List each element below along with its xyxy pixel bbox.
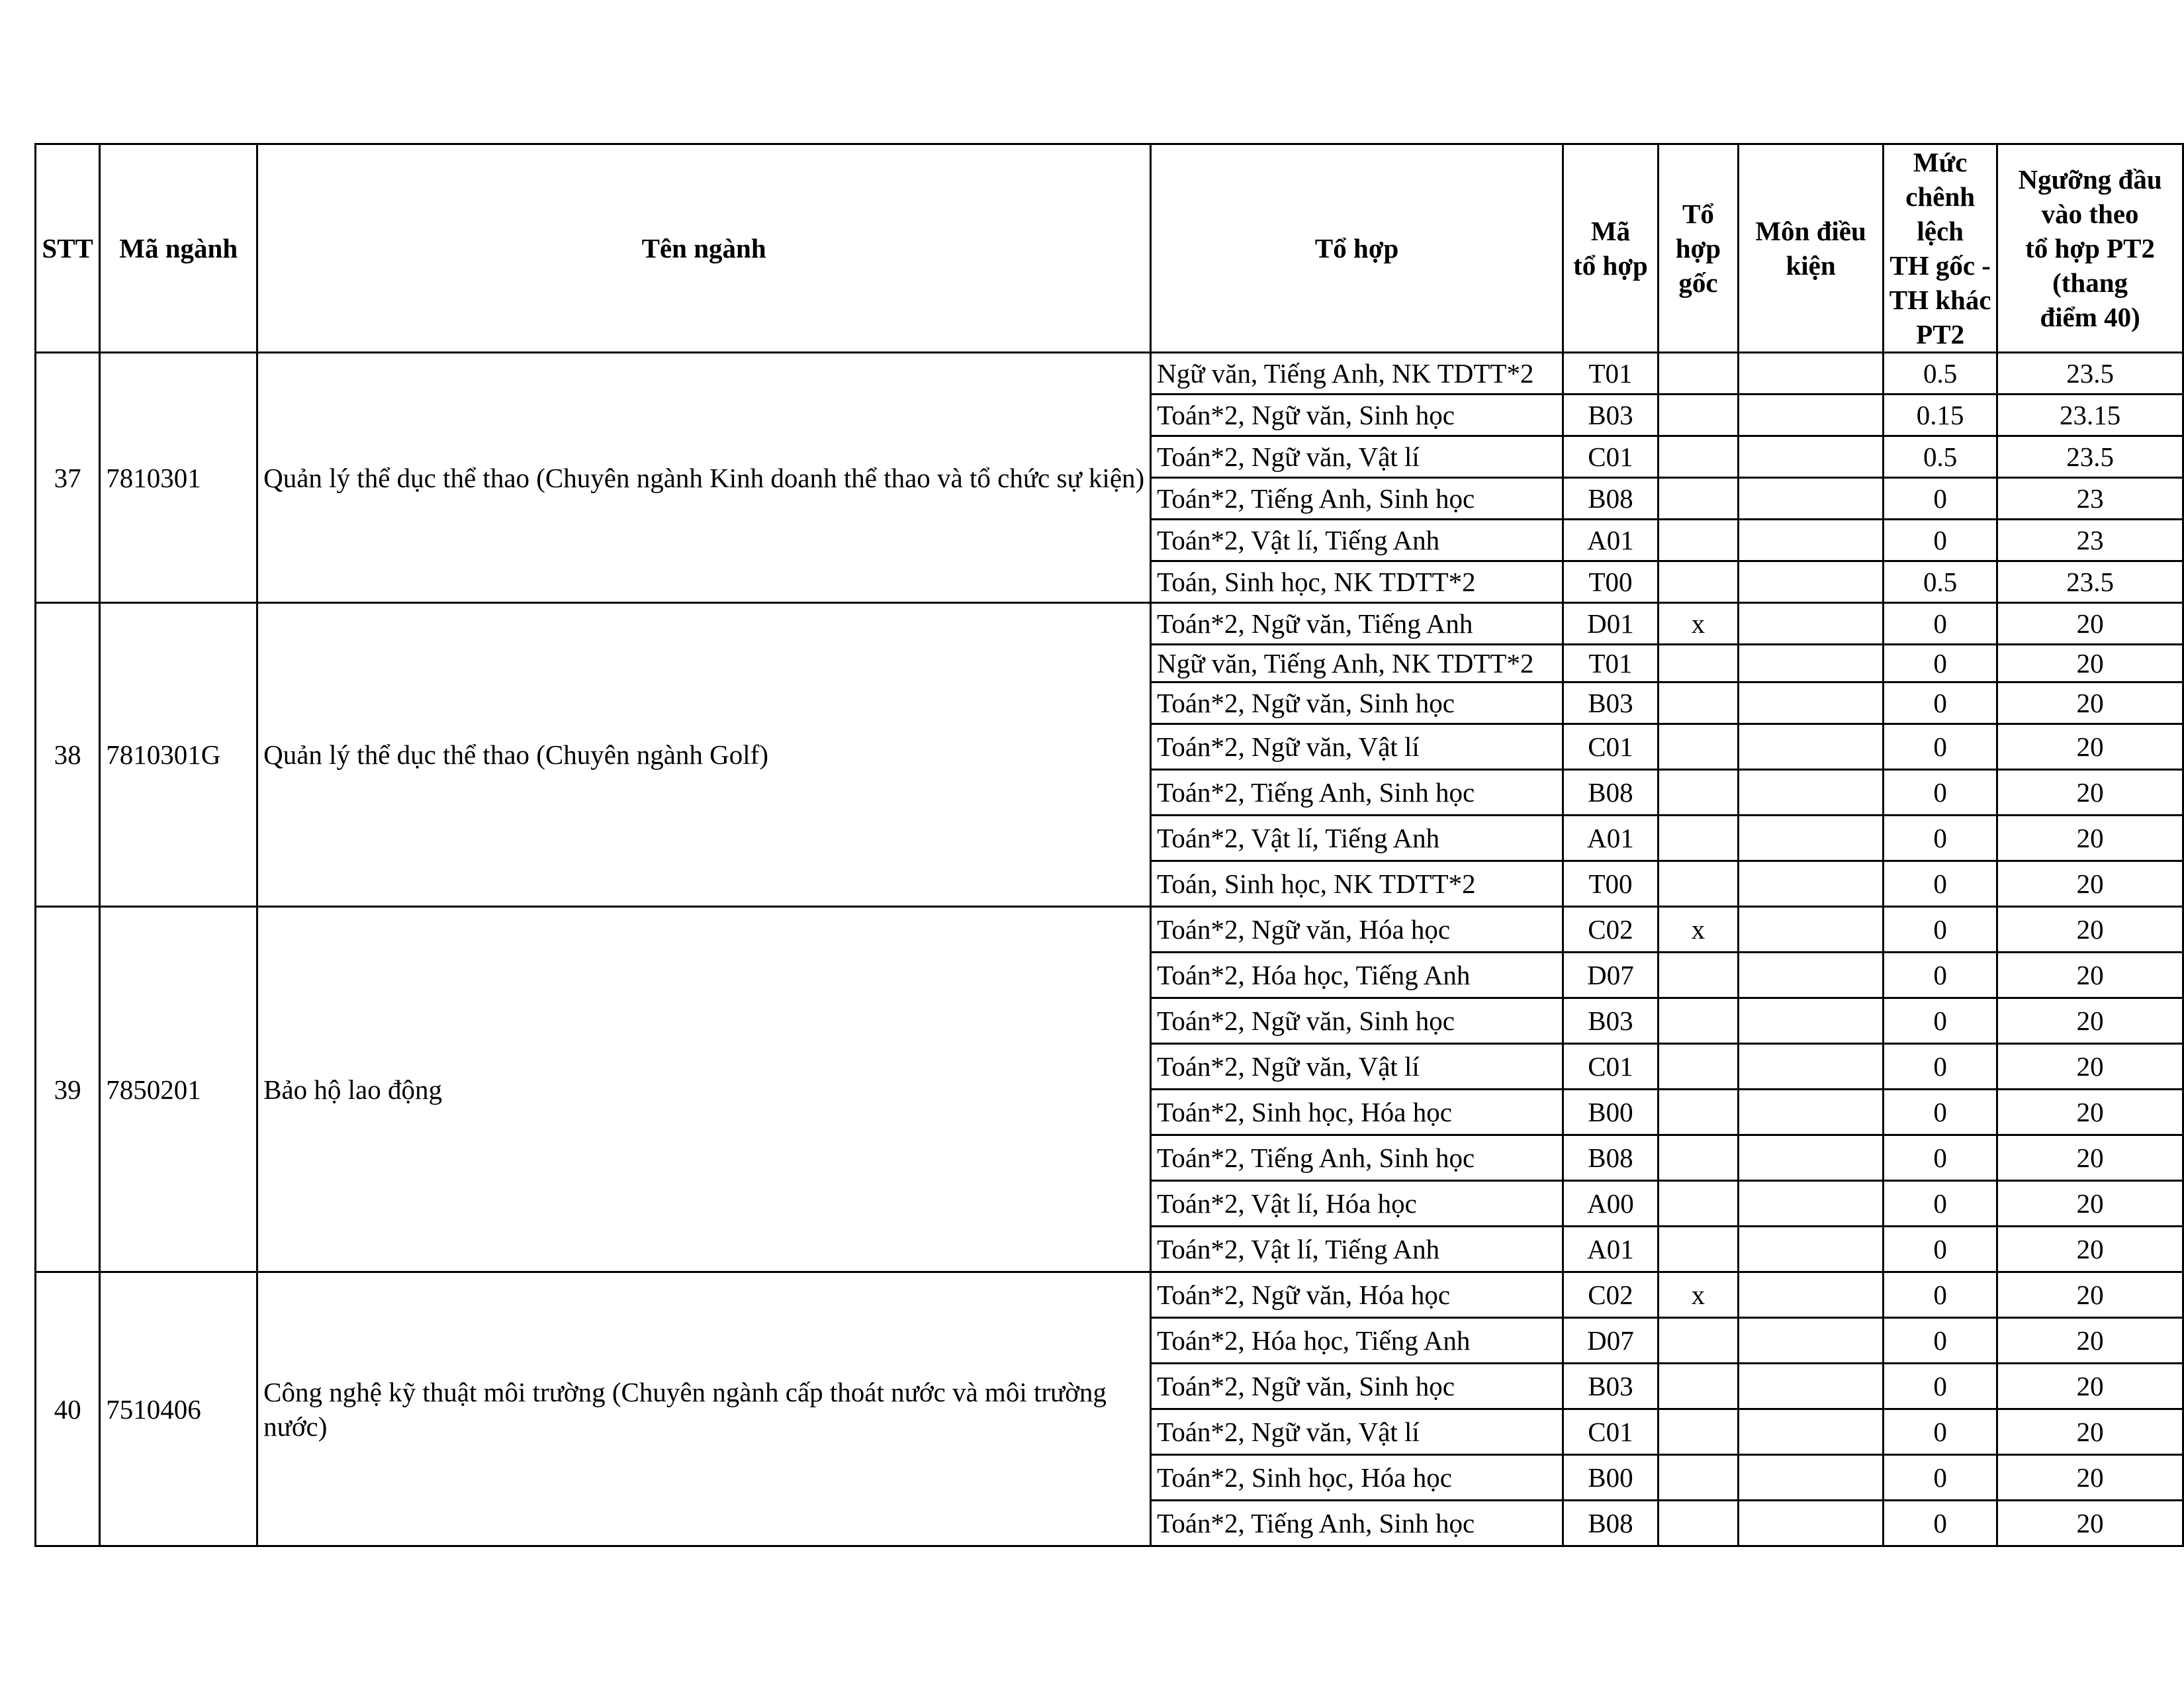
original-mark	[1658, 1090, 1738, 1135]
threshold: 20	[1997, 1135, 2183, 1181]
threshold: 23	[1997, 520, 2183, 561]
combination-code: A00	[1563, 1181, 1659, 1227]
combination-code: C02	[1563, 907, 1659, 953]
combination: Ngữ văn, Tiếng Anh, NK TDTT*2	[1151, 353, 1563, 395]
original-mark: x	[1658, 603, 1738, 645]
combination: Toán*2, Ngữ văn, Sinh học	[1151, 682, 1563, 724]
combination-code: B08	[1563, 770, 1659, 816]
threshold: 20	[1997, 907, 2183, 953]
combination-code: C01	[1563, 436, 1659, 478]
original-mark	[1658, 395, 1738, 436]
admission-threshold-table	[34, 143, 2184, 1547]
condition-subject	[1738, 1181, 1883, 1227]
header-stt: STT	[36, 144, 100, 353]
header-major-code: Mã ngành	[100, 144, 257, 353]
original-mark	[1658, 1135, 1738, 1181]
combination: Toán*2, Ngữ văn, Tiếng Anh	[1151, 603, 1563, 645]
combination: Toán*2, Hóa học, Tiếng Anh	[1151, 1318, 1563, 1364]
difference: 0.5	[1884, 561, 1997, 603]
combination-code: B00	[1563, 1090, 1659, 1135]
original-mark	[1658, 645, 1738, 682]
table-row	[36, 907, 2183, 953]
combination-code: B08	[1563, 1135, 1659, 1181]
header-threshold: Ngưỡng đầu vào theo tổ hợp PT2 (thang điểm 40)	[1997, 144, 2183, 353]
condition-subject	[1738, 1455, 1883, 1501]
combination: Ngữ văn, Tiếng Anh, NK TDTT*2	[1151, 645, 1563, 682]
major-stt: 40	[36, 1272, 100, 1546]
condition-subject	[1738, 861, 1883, 907]
difference: 0	[1884, 1227, 1997, 1272]
table-row	[36, 603, 2183, 645]
original-mark	[1658, 998, 1738, 1044]
combination-code: T01	[1563, 645, 1659, 682]
original-mark	[1658, 1501, 1738, 1546]
difference: 0	[1884, 1090, 1997, 1135]
combination: Toán*2, Tiếng Anh, Sinh học	[1151, 770, 1563, 816]
combination-code: C02	[1563, 1272, 1659, 1318]
combination-code: B03	[1563, 998, 1659, 1044]
combination-code: B03	[1563, 395, 1659, 436]
difference: 0	[1884, 645, 1997, 682]
combination: Toán, Sinh học, NK TDTT*2	[1151, 861, 1563, 907]
condition-subject	[1738, 1135, 1883, 1181]
combination: Toán*2, Sinh học, Hóa học	[1151, 1455, 1563, 1501]
threshold: 20	[1997, 998, 2183, 1044]
difference: 0	[1884, 953, 1997, 998]
threshold: 20	[1997, 1044, 2183, 1090]
condition-subject	[1738, 682, 1883, 724]
condition-subject	[1738, 953, 1883, 998]
original-mark	[1658, 682, 1738, 724]
condition-subject	[1738, 561, 1883, 603]
condition-subject	[1738, 436, 1883, 478]
document-page	[34, 143, 2184, 1547]
original-mark	[1658, 561, 1738, 603]
original-mark	[1658, 1318, 1738, 1364]
original-mark: x	[1658, 907, 1738, 953]
major-name: Công nghệ kỹ thuật môi trường (Chuyên ngành cấp thoát nước và môi trường nước)	[257, 1272, 1151, 1546]
header-original-combination: Tổ hợp gốc	[1658, 144, 1738, 353]
condition-subject	[1738, 724, 1883, 770]
combination-code: D01	[1563, 603, 1659, 645]
combination-code: B03	[1563, 1364, 1659, 1409]
combination-code: T00	[1563, 861, 1659, 907]
threshold: 20	[1997, 603, 2183, 645]
combination-code: T01	[1563, 353, 1659, 395]
original-mark	[1658, 724, 1738, 770]
combination-code: B00	[1563, 1455, 1659, 1501]
combination: Toán*2, Vật lí, Tiếng Anh	[1151, 816, 1563, 861]
difference: 0.5	[1884, 436, 1997, 478]
combination-code: C01	[1563, 724, 1659, 770]
difference: 0	[1884, 1044, 1997, 1090]
combination: Toán*2, Hóa học, Tiếng Anh	[1151, 953, 1563, 998]
difference: 0.5	[1884, 353, 1997, 395]
original-mark	[1658, 1364, 1738, 1409]
threshold: 23.5	[1997, 436, 2183, 478]
condition-subject	[1738, 907, 1883, 953]
difference: 0	[1884, 1318, 1997, 1364]
threshold: 20	[1997, 645, 2183, 682]
threshold: 20	[1997, 1364, 2183, 1409]
original-mark	[1658, 770, 1738, 816]
major-code: 7850201	[100, 907, 257, 1272]
condition-subject	[1738, 1044, 1883, 1090]
major-stt: 39	[36, 907, 100, 1272]
condition-subject	[1738, 998, 1883, 1044]
difference: 0	[1884, 907, 1997, 953]
major-code: 7510406	[100, 1272, 257, 1546]
original-mark	[1658, 1044, 1738, 1090]
difference: 0	[1884, 816, 1997, 861]
threshold: 23.5	[1997, 353, 2183, 395]
combination: Toán*2, Ngữ văn, Hóa học	[1151, 907, 1563, 953]
condition-subject	[1738, 1409, 1883, 1455]
condition-subject	[1738, 1227, 1883, 1272]
difference: 0	[1884, 1272, 1997, 1318]
threshold: 20	[1997, 770, 2183, 816]
condition-subject	[1738, 1090, 1883, 1135]
threshold: 23	[1997, 478, 2183, 520]
threshold: 20	[1997, 1090, 2183, 1135]
major-name: Quản lý thể dục thể thao (Chuyên ngành Kinh doanh thể thao và tổ chức sự kiện)	[257, 353, 1151, 603]
threshold: 20	[1997, 1318, 2183, 1364]
difference: 0	[1884, 861, 1997, 907]
major-name: Bảo hộ lao động	[257, 907, 1151, 1272]
difference: 0	[1884, 1501, 1997, 1546]
table-row	[36, 1272, 2183, 1318]
major-stt: 38	[36, 603, 100, 907]
combination: Toán, Sinh học, NK TDTT*2	[1151, 561, 1563, 603]
combination: Toán*2, Ngữ văn, Hóa học	[1151, 1272, 1563, 1318]
condition-subject	[1738, 478, 1883, 520]
original-mark: x	[1658, 1272, 1738, 1318]
combination: Toán*2, Ngữ văn, Sinh học	[1151, 998, 1563, 1044]
original-mark	[1658, 520, 1738, 561]
combination: Toán*2, Sinh học, Hóa học	[1151, 1090, 1563, 1135]
original-mark	[1658, 436, 1738, 478]
combination-code: C01	[1563, 1409, 1659, 1455]
threshold: 20	[1997, 1272, 2183, 1318]
condition-subject	[1738, 1272, 1883, 1318]
threshold: 20	[1997, 682, 2183, 724]
major-code: 7810301	[100, 353, 257, 603]
original-mark	[1658, 861, 1738, 907]
combination: Toán*2, Ngữ văn, Vật lí	[1151, 724, 1563, 770]
combination: Toán*2, Ngữ văn, Sinh học	[1151, 1364, 1563, 1409]
combination-code: T00	[1563, 561, 1659, 603]
major-name: Quản lý thể dục thể thao (Chuyên ngành Golf)	[257, 603, 1151, 907]
combination-code: B08	[1563, 478, 1659, 520]
difference: 0	[1884, 1364, 1997, 1409]
combination: Toán*2, Tiếng Anh, Sinh học	[1151, 1135, 1563, 1181]
combination-code: B03	[1563, 682, 1659, 724]
table-row	[36, 353, 2183, 395]
threshold: 20	[1997, 1455, 2183, 1501]
condition-subject	[1738, 770, 1883, 816]
combination: Toán*2, Tiếng Anh, Sinh học	[1151, 1501, 1563, 1546]
difference: 0	[1884, 724, 1997, 770]
condition-subject	[1738, 1364, 1883, 1409]
threshold: 20	[1997, 724, 2183, 770]
header-major-name: Tên ngành	[257, 144, 1151, 353]
condition-subject	[1738, 520, 1883, 561]
condition-subject	[1738, 395, 1883, 436]
combination-code: C01	[1563, 1044, 1659, 1090]
combination: Toán*2, Tiếng Anh, Sinh học	[1151, 478, 1563, 520]
original-mark	[1658, 1181, 1738, 1227]
combination: Toán*2, Ngữ văn, Vật lí	[1151, 1409, 1563, 1455]
threshold: 20	[1997, 953, 2183, 998]
original-mark	[1658, 1455, 1738, 1501]
threshold: 20	[1997, 1181, 2183, 1227]
condition-subject	[1738, 816, 1883, 861]
threshold: 20	[1997, 1409, 2183, 1455]
combination: Toán*2, Ngữ văn, Vật lí	[1151, 1044, 1563, 1090]
combination-code: D07	[1563, 953, 1659, 998]
condition-subject	[1738, 603, 1883, 645]
difference: 0	[1884, 603, 1997, 645]
combination: Toán*2, Vật lí, Hóa học	[1151, 1181, 1563, 1227]
original-mark	[1658, 478, 1738, 520]
combination-code: D07	[1563, 1318, 1659, 1364]
difference: 0	[1884, 1409, 1997, 1455]
condition-subject	[1738, 353, 1883, 395]
combination-code: B08	[1563, 1501, 1659, 1546]
original-mark	[1658, 1227, 1738, 1272]
difference: 0	[1884, 1181, 1997, 1227]
difference: 0.15	[1884, 395, 1997, 436]
difference: 0	[1884, 520, 1997, 561]
original-mark	[1658, 1409, 1738, 1455]
major-code: 7810301G	[100, 603, 257, 907]
header-combination-code: Mã tổ hợp	[1563, 144, 1659, 353]
combination-code: A01	[1563, 520, 1659, 561]
condition-subject	[1738, 1501, 1883, 1546]
threshold: 23.5	[1997, 561, 2183, 603]
combination-code: A01	[1563, 1227, 1659, 1272]
difference: 0	[1884, 682, 1997, 724]
difference: 0	[1884, 998, 1997, 1044]
condition-subject	[1738, 1318, 1883, 1364]
threshold: 20	[1997, 1227, 2183, 1272]
combination: Toán*2, Ngữ văn, Vật lí	[1151, 436, 1563, 478]
original-mark	[1658, 953, 1738, 998]
header-combination: Tổ hợp	[1151, 144, 1563, 353]
header-row	[36, 144, 2183, 353]
header-condition-subject: Môn điều kiện	[1738, 144, 1883, 353]
condition-subject	[1738, 645, 1883, 682]
difference: 0	[1884, 478, 1997, 520]
original-mark	[1658, 353, 1738, 395]
difference: 0	[1884, 1135, 1997, 1181]
threshold: 23.15	[1997, 395, 2183, 436]
difference: 0	[1884, 770, 1997, 816]
header-difference: Mức chênh lệch TH gốc - TH khác PT2	[1884, 144, 1997, 353]
threshold: 20	[1997, 1501, 2183, 1546]
combination: Toán*2, Vật lí, Tiếng Anh	[1151, 520, 1563, 561]
difference: 0	[1884, 1455, 1997, 1501]
threshold: 20	[1997, 816, 2183, 861]
combination: Toán*2, Ngữ văn, Sinh học	[1151, 395, 1563, 436]
threshold: 20	[1997, 861, 2183, 907]
combination-code: A01	[1563, 816, 1659, 861]
original-mark	[1658, 816, 1738, 861]
major-stt: 37	[36, 353, 100, 603]
combination: Toán*2, Vật lí, Tiếng Anh	[1151, 1227, 1563, 1272]
